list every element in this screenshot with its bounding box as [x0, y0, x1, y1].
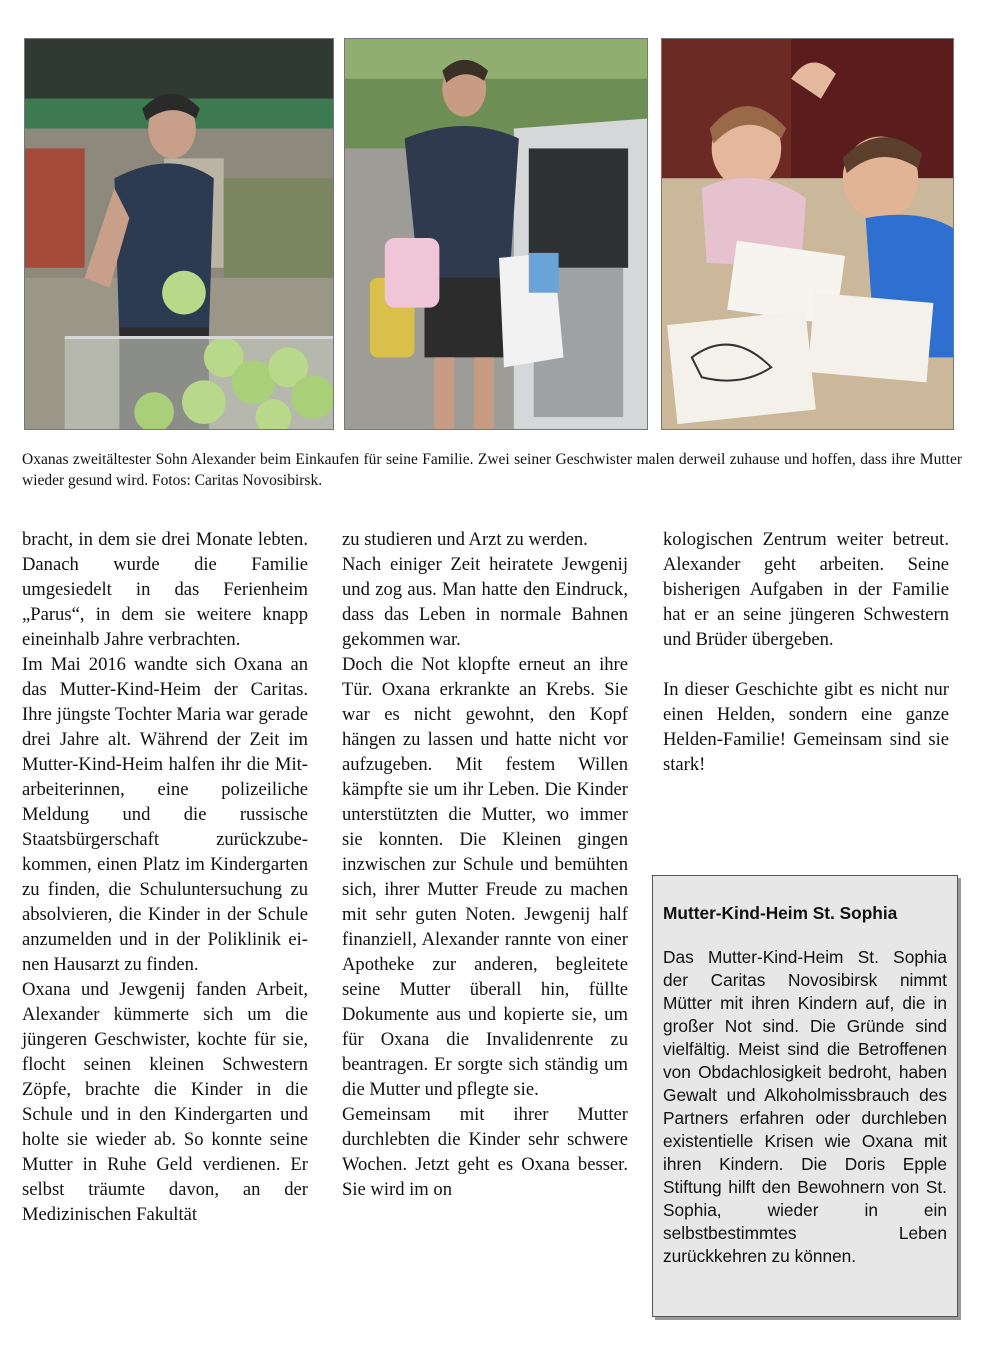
photo-caption: Oxanas zweitältester Sohn Alexander beim Einkaufen für seine Familie. Zwei seiner Geschwister malen derweil zuhause und hoffen, dass ihre Mutter wieder gesund wird. Fotos: Caritas Novosibirsk.	[22, 451, 962, 489]
paragraph: In dieser Geschichte gibt es nicht nur einen Helden, sondern eine ganze Helden-Familie! Gemeinsam sind sie stark!	[663, 679, 949, 775]
photo-alexander-carrying-groceries	[344, 38, 648, 430]
paragraph: kologischen Zentrum weiter betreut. Alexander geht arbeiten. Seine bisherigen Aufgaben in der Familie hat er an seine jüngeren Schwestern und Brüder übergeben.	[663, 529, 949, 650]
paragraph: Doch die Not klopfte erneut an ihre Tür. Oxana erkrankte an Krebs. Sie war es nicht gewohnt, den Kopf hängen zu lassen und hatte nicht vor aufzugeben. Mit festem Willen kämpfte sie um ihr Leben. Die Kinder unterstützten die Mutter, wo immer sie konnten. Die Kleinen gingen inzwischen zur Schule und bemühten sich, ihrer Mutter Freude zu machen mit sehr guten Noten. Jewgenij half finanziell, Alexander rannte von einer Apotheke zur anderen, begleitete seine Mutter überall hin, füllte Dokumente aus und kopierte sie, um für Oxana die Invalidenrente zu beantragen. Er sorgte sich ständig um die Mutter und pflegte sie.	[342, 654, 628, 1100]
photo-siblings-drawing-image	[662, 39, 953, 429]
photo-alexander-shopping	[24, 38, 334, 430]
photo-alexander-shopping-image	[25, 39, 333, 429]
photo-siblings-drawing	[661, 38, 954, 430]
paragraph: Gemeinsam mit ihrer Mutter durchlebten die Kinder sehr schwere Wochen. Jetzt geht es Oxana besser. Sie wird im on	[342, 1104, 628, 1200]
paragraph: zu studieren und Arzt zu werden.	[342, 529, 588, 550]
article-column-1	[22, 527, 308, 1227]
photo-alexander-carrying-groceries-image	[345, 39, 647, 429]
info-box	[652, 875, 958, 1317]
paragraph: Im Mai 2016 wandte sich Oxana an das Mutter-Kind-Heim der Caritas. Ihre jüngste Tochter Maria war gerade drei Jahre alt. Während der Zeit im Mutter-Kind-Heim halfen ihr die Mitarbeiterinnen, eine polizeiliche Meldung und die russische Staatsbürgerschaft zurückzubekommen, einen Platz im Kindergarten zu finden, die Schuluntersuchung zu absolvieren, die Kinder in der Schule anzumelden und in der Poliklinik einen Hausarzt zu finden.	[22, 654, 308, 975]
info-box-text: Das Mutter-Kind-Heim St. Sophia der Caritas Novosibirsk nimmt Mütter mit ihren Kindern auf, die in großer Not sind. Die Gründe sind vielfältig. Meist sind die Betroffenen von Obdachlosigkeit bedroht, haben Gewalt und Alkoholmissbrauch des Partners erfahren oder durchleben existentielle Krisen wie Oxana mit ihren Kindern. Die Doris Epple Stiftung hilft den Bewohnern von St. Sophia, wieder in ein selbstbestimmtes Leben zurückkehren zu können.	[663, 947, 947, 1266]
article-column-2	[342, 527, 628, 1202]
paragraph-spacer	[663, 652, 949, 677]
article-column-3	[663, 527, 949, 777]
paragraph: Nach einiger Zeit heiratete Jewgenij und zog aus. Man hatte den Eindruck, dass das Leben in normale Bahnen gekommen war.	[342, 554, 628, 650]
info-box-title: Mutter-Kind-Heim St. Sophia	[663, 903, 898, 923]
paragraph: Oxana und Jewgenij fanden Arbeit, Alexander kümmerte sich um die jüngeren Geschwister, kochte für sie, flocht seinen kleinen Schwestern Zöpfe, brachte die Kinder in die Schule und in den Kindergarten und holte sie wieder ab. So konnte seine Mutter in Ruhe Geld verdienen. Er selbst träumte davon, an der Medizinischen Fakultät	[22, 979, 308, 1225]
paragraph: bracht, in dem sie drei Monate lebten. Danach wurde die Familie umgesiedelt in das Ferienheim „Parus“, in dem sie weitere knapp eineinhalb Jahre verbrachten.	[22, 529, 308, 650]
